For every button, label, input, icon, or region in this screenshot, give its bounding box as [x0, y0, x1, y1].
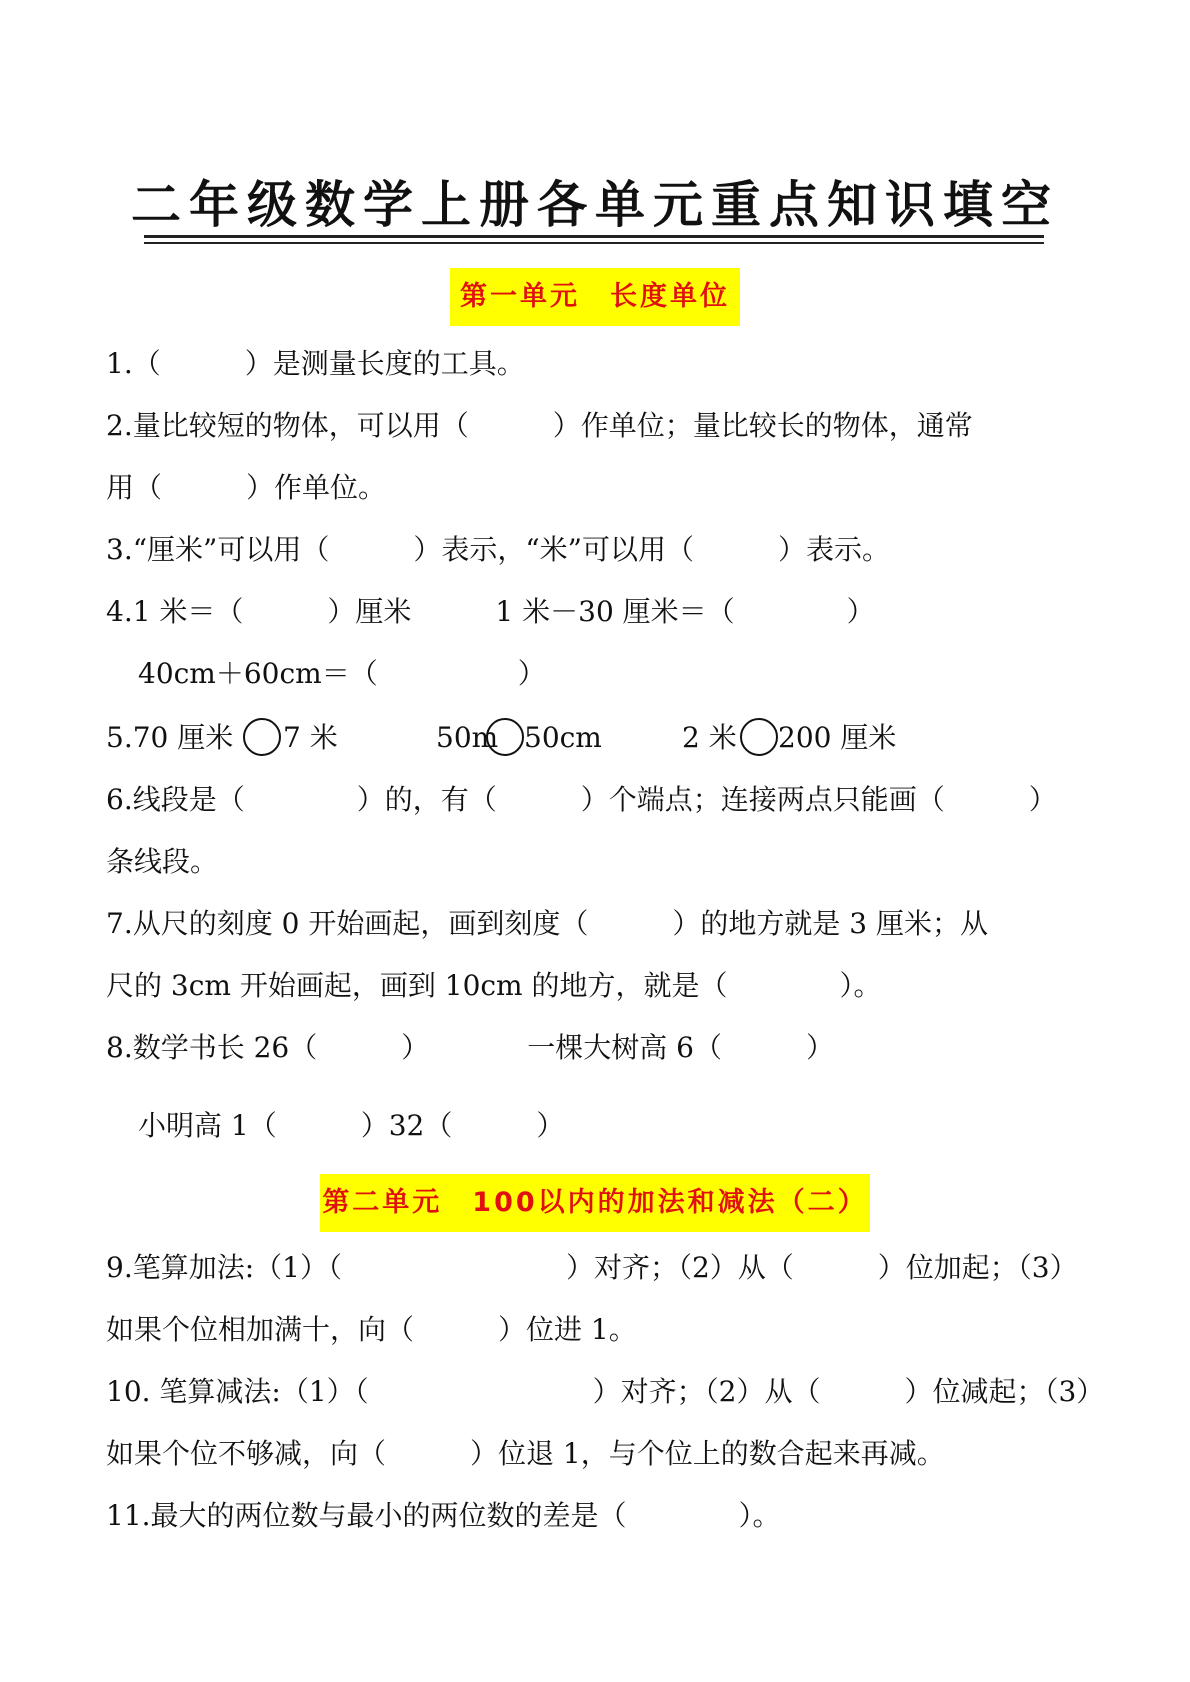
- section-heading-unit-1: 第一单元 长度单位: [450, 268, 740, 326]
- question-6-line-2: 条线段。: [106, 845, 219, 878]
- question-1: 1.（ ）是测量长度的工具。: [106, 347, 525, 380]
- question-5-item-1-right: 7 米: [283, 721, 338, 754]
- question-7-line-2: 尺的 3cm 开始画起，画到 10cm 的地方，就是（ ）。: [106, 969, 882, 1002]
- question-5-item-3-right: 200 厘米: [778, 721, 897, 754]
- page-title: 二年级数学上册各单元重点知识填空: [131, 176, 1059, 234]
- question-5-item-1-left: 5.70 厘米: [106, 721, 234, 754]
- compare-circle: [243, 718, 281, 756]
- question-10-line-2: 如果个位不够减，向（ ）位退 1，与个位上的数合起来再减。: [106, 1437, 945, 1470]
- compare-circle: [486, 718, 524, 756]
- question-8-line-2: 小明高 1（ ）32（ ）: [138, 1109, 565, 1142]
- question-5-item-2-left: 50m: [436, 721, 499, 754]
- section-heading-unit-2: 第二单元 100以内的加法和减法（二）: [320, 1174, 870, 1232]
- question-2-line-2: 用（ ）作单位。: [106, 471, 387, 504]
- question-7-line-1: 7.从尺的刻度 0 开始画起，画到刻度（ ）的地方就是 3 厘米；从: [106, 907, 988, 940]
- question-6-line-1: 6.线段是（ ）的，有（ ）个端点；连接两点只能画（ ）: [106, 783, 1057, 816]
- compare-circle: [740, 718, 778, 756]
- question-3: 3.“厘米”可以用（ ）表示，“米”可以用（ ）表示。: [106, 533, 890, 566]
- title-underline-double: [144, 242, 1044, 244]
- question-2-line-1: 2.量比较短的物体，可以用（ ）作单位；量比较长的物体，通常: [106, 409, 973, 442]
- question-4-line-1: 4.1 米＝（ ）厘米 1 米－30 厘米＝（ ）: [106, 595, 875, 628]
- question-5-item-3-left: 2 米: [682, 721, 737, 754]
- question-8-line-1: 8.数学书长 26（ ） 一棵大树高 6（ ）: [106, 1031, 834, 1064]
- title-underline: [144, 235, 1044, 238]
- question-10-line-1: 10. 笔算减法:（1）（ ）对齐；（2）从（ ）位减起；（3）: [106, 1375, 1105, 1408]
- question-4-line-2: 40cm＋60cm＝（ ）: [138, 657, 546, 690]
- question-11: 11.最大的两位数与最小的两位数的差是（ ）。: [106, 1499, 781, 1532]
- question-9-line-2: 如果个位相加满十，向（ ）位进 1。: [106, 1313, 637, 1346]
- question-9-line-1: 9.笔算加法:（1）（ ）对齐；（2）从（ ）位加起；（3）: [106, 1251, 1078, 1284]
- question-5-item-2-right: 50cm: [524, 721, 602, 754]
